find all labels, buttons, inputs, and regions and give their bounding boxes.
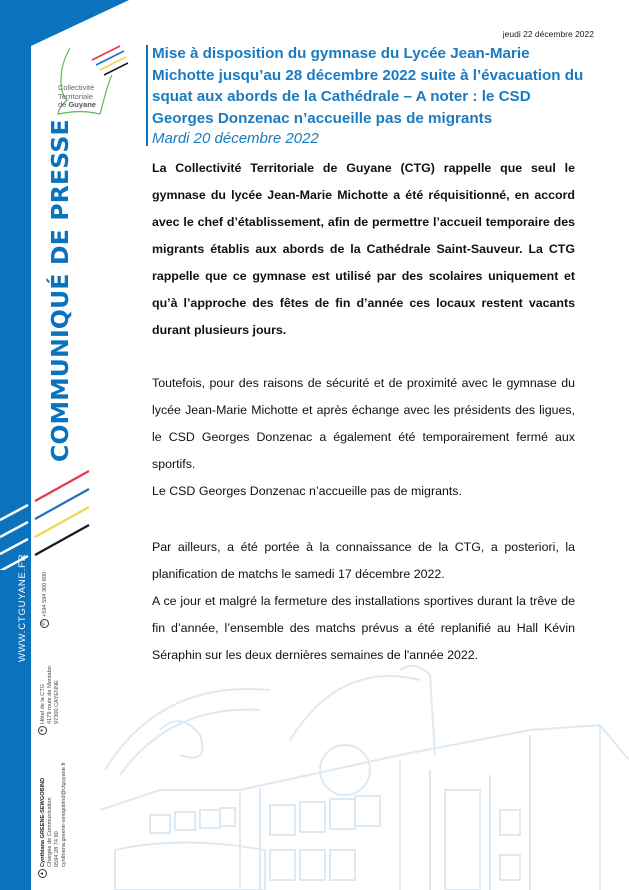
phone-number: +594 594 300 600 <box>41 571 48 617</box>
contact-first-name: Cynthiana <box>39 839 46 867</box>
page-title: Mise à disposition du gymnase du Lycée Jean-Marie Michotte jusqu’au 28 décembre 2022 suite à l’évacuation du squat aux abords de la Cathédrale – A noter : le CSD Georges Donzenac n’accueille pas de migrants <box>152 45 584 127</box>
paragraph-1 <box>152 155 575 344</box>
sidebar-band <box>0 0 31 890</box>
contact-email[interactable]: cynthiana.greene-sewgobind@ctguyane.fr <box>61 762 67 867</box>
press-release-vertical-title: COMMUNIQUÉ DE PRESSE <box>46 119 74 462</box>
paragraph-3 <box>152 534 575 669</box>
logo-text <box>58 84 96 110</box>
logo-line-3-bold: Guyane <box>68 100 96 109</box>
contact-block <box>38 762 68 878</box>
phone-icon: ✆ <box>40 619 49 628</box>
address-line-2: 4179 route de Montabo <box>47 666 53 724</box>
paragraph-3-text: Par ailleurs, a été portée à la connaissance de la CTG, a posteriori, la planification de matchs le samedi 17 décembre 2022. <box>152 540 575 581</box>
subtitle-date: Mardi 20 décembre 2022 <box>152 130 319 147</box>
paragraph-3b-text: A ce jour et malgré la fermeture des installations sportives durant la trêve de fin d’année, l’ensemble des matchs prévus a été replanifié au Hall Kévin Séraphin sur les deux dernières semaines de l'année 2022. <box>152 594 575 662</box>
contact-last-name: GREENE-SEWGOBIND <box>39 777 46 839</box>
contact-phone: 0594 28 74 90 <box>54 831 60 867</box>
phone-block <box>40 572 49 628</box>
website-link[interactable]: WWW.CTGUYANE.FR <box>17 553 28 662</box>
decorative-stripes <box>0 470 100 570</box>
paragraph-1-text: La Collectivité Territoriale de Guyane (CTG) rappelle que seul le gymnase du lycée Jean-Marie Michotte a été réquisitionné, en accord avec le chef d’établissement, afin de permettre l’accueil temporaire des migrants établis aux abords de la Cathédrale Saint-Sauveur. La CTG rappelle que ce gymnase est utilisé par des scolaires uniquement et qu’à l’approche des fêtes de fin d’année ces locaux restent vacants durant plusieurs jours. <box>152 161 575 337</box>
building-watermark-illustration <box>100 660 629 890</box>
person-icon: ▲ <box>38 869 47 878</box>
address-line-1: Hôtel de la CTG <box>39 683 46 724</box>
address-line-3: 97300 CAYENNE <box>54 680 60 724</box>
logo-line-2: Territoriale <box>58 91 94 101</box>
contact-role: Chargée de Communication <box>47 797 53 867</box>
release-date: jeudi 22 décembre 2022 <box>502 29 594 39</box>
location-pin-icon: ● <box>38 726 47 735</box>
address-block <box>38 666 61 735</box>
paragraph-2-text: Toutefois, pour des raisons de sécurité et de proximité avec le gymnase du lycée Jean-Marie Michotte et après échange avec les présidents des ligues, le CSD Georges Donzenac a également été temporairement fermé aux sportifs. <box>152 376 575 471</box>
logo-line-1: Collectivité <box>58 83 95 92</box>
paragraph-2b-text: Le CSD Georges Donzenac n’accueille pas de migrants. <box>152 484 462 498</box>
logo-line-3-prefix: de <box>58 100 67 109</box>
title-divider <box>146 45 148 146</box>
paragraph-2 <box>152 370 575 505</box>
logo-line-3 <box>58 101 96 110</box>
